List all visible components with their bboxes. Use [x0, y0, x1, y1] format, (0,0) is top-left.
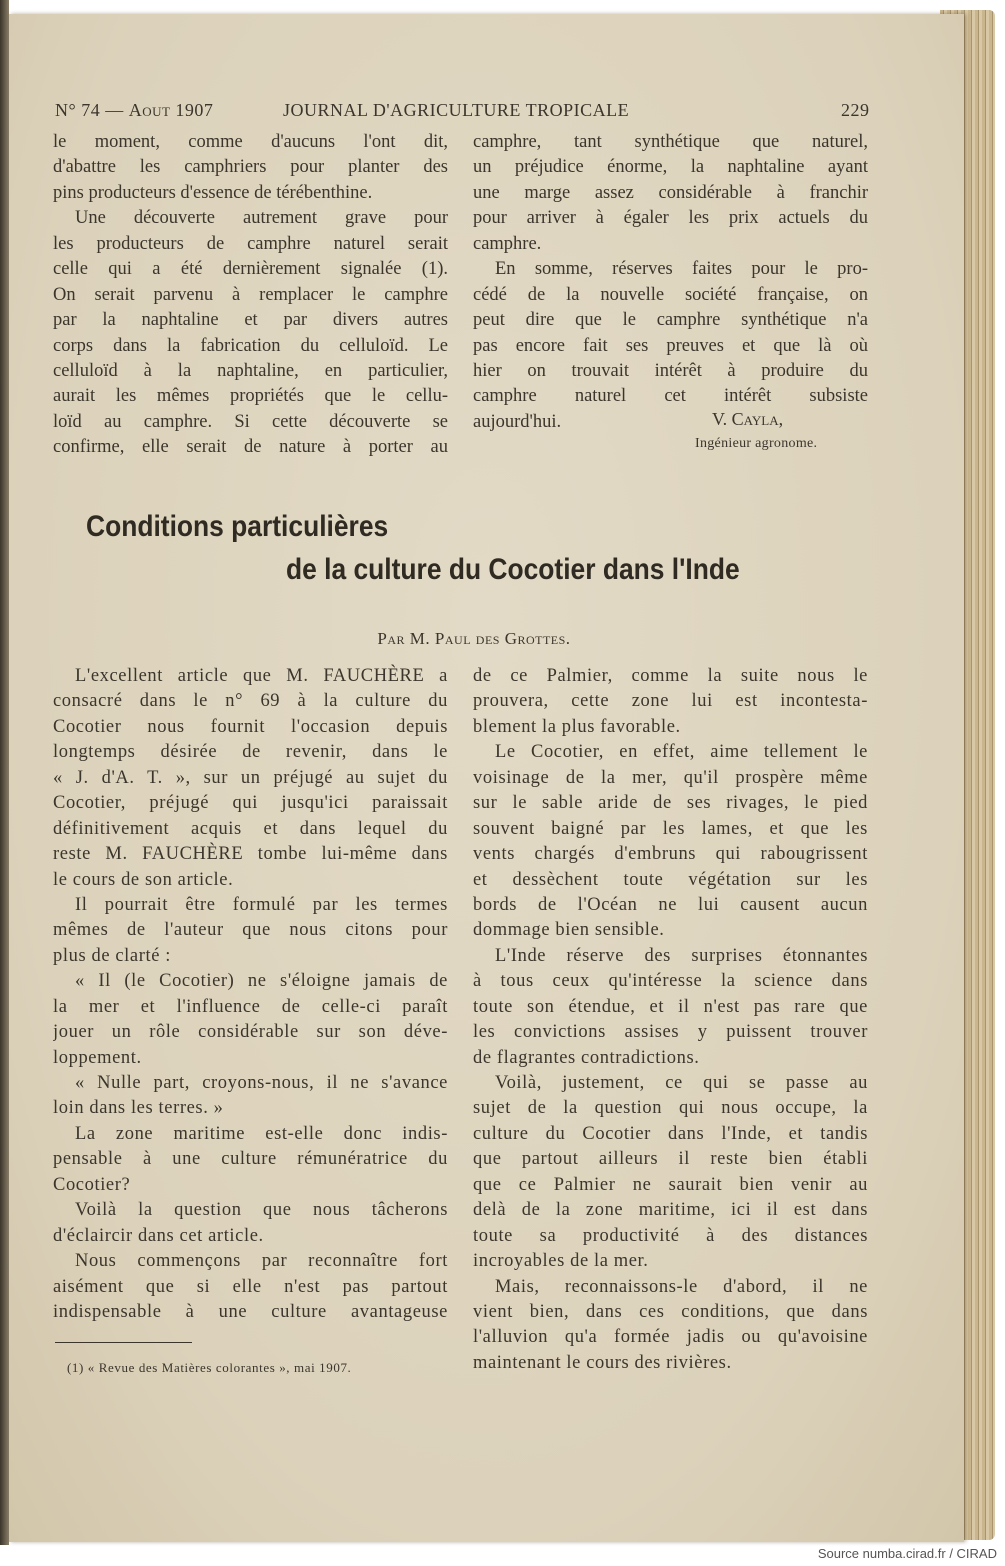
- text-line: La zone maritime est-elle donc indis-: [75, 1123, 448, 1144]
- book-spine-edge: [0, 0, 9, 1545]
- text-line: L'excellent article que M. FAUCHÈRE a: [75, 666, 448, 686]
- text-line: aujourd'hui.: [473, 411, 562, 432]
- text-line: jouer un rôle considérable sur son déve-: [53, 1022, 448, 1043]
- paragraph: [53, 130, 448, 206]
- text-line: indispensable à une culture avantageuse: [53, 1301, 448, 1322]
- text-line: peut dire que le camphre synthétique n'a: [473, 310, 868, 331]
- text-line: blement la plus favorable.: [473, 716, 681, 737]
- paragraph: [473, 1275, 868, 1377]
- text-line: Une découverte autrement grave pour: [75, 208, 448, 229]
- text-line: définitivement acquis et dans lequel du: [53, 818, 448, 839]
- text-line: Cocotier, préjugé qui jusqu'ici paraissait: [53, 793, 448, 814]
- article-left-column: [53, 664, 448, 1325]
- text-line: Le Cocotier, en effet, aime tellement le: [495, 742, 868, 763]
- text-line: corps dans la fabrication du celluloïd. Le: [53, 335, 448, 356]
- text-line: sujet de la question qui nous occupe, la: [473, 1098, 868, 1119]
- text-line: culture du Cocotier dans l'Inde, et tandis: [473, 1123, 868, 1144]
- text-line: pins producteurs d'essence de térébenthine.: [53, 182, 373, 203]
- paragraph: [53, 1198, 448, 1249]
- text-line: pour arriver à égaler les prix actuels du: [473, 208, 868, 229]
- text-line: « J. d'A. T. », sur un préjugé au sujet du: [53, 767, 448, 788]
- text-line: à tous ceux qu'intéresse la science dans: [473, 971, 868, 992]
- paragraph: [53, 893, 448, 969]
- paragraph: [53, 1249, 448, 1325]
- text-line: reste M. FAUCHÈRE tombe lui-même dans: [53, 844, 448, 865]
- prev-article-left-column: [53, 130, 448, 461]
- text-line: les convictions assises y puissent trouver: [473, 1022, 868, 1043]
- text-line: vient bien, dans ces conditions, que dans: [473, 1301, 868, 1322]
- text-line: En somme, réserves faites pour le pro-: [495, 259, 868, 280]
- text-line: celluloïd à la naphtaline, en particulier,: [53, 360, 448, 381]
- text-line: Cocotier nous fournit l'occasion depuis: [53, 716, 448, 737]
- text-line: bords de l'Océan ne lui causent aucun: [473, 894, 868, 915]
- text-line: maintenant le cours des rivières.: [473, 1352, 732, 1373]
- prev-article-right-column: [473, 130, 868, 435]
- article-title-line-2: de la culture du Cocotier dans l'Inde: [286, 553, 740, 586]
- text-line: le cours de son article.: [53, 869, 234, 890]
- text-line: le moment, comme d'aucuns l'ont dit,: [53, 132, 448, 152]
- text-line: une marge assez considérable à franchir: [473, 182, 868, 203]
- text-line: loin dans les terres. »: [53, 1098, 224, 1119]
- source-credit: Source numba.cirad.fr / CIRAD: [817, 1546, 997, 1561]
- text-line: sur le sable aride de ses rivages, le pied: [473, 793, 868, 814]
- text-line: « Nulle part, croyons-nous, il ne s'avance: [75, 1073, 448, 1093]
- footnote-rule: [55, 1342, 192, 1343]
- paragraph: [53, 969, 448, 1071]
- scanned-page: [9, 14, 964, 1542]
- issue-date: Aout 1907: [128, 100, 214, 120]
- text-line: voisinage de la mer, qu'il prospère même: [473, 767, 868, 788]
- text-line: l'alluvion qu'a formée jadis ou qu'avoisine: [473, 1327, 868, 1348]
- signature-title: Ingénieur agronome.: [695, 436, 818, 451]
- text-line: d'abattre les camphriers pour planter des: [53, 157, 448, 178]
- text-line: aurait les mêmes propriétés que le cellu-: [53, 386, 448, 407]
- journal-title: JOURNAL D'AGRICULTURE TROPICALE: [283, 100, 630, 120]
- text-line: aisément que si elle n'est pas partout: [53, 1276, 448, 1297]
- text-line: camphre.: [473, 233, 542, 254]
- text-line: par la naphtaline et par divers autres: [53, 310, 448, 331]
- paragraph: [53, 206, 448, 460]
- text-line: toute son étendue, et il n'est pas rare que: [473, 996, 868, 1017]
- text-line: les producteurs de camphre naturel serait: [53, 233, 448, 254]
- article-title-line-1: Conditions particulières: [86, 510, 389, 543]
- text-line: un préjudice énorme, la naphtaline ayant: [473, 157, 868, 178]
- issue-number: N° 74 —: [55, 100, 129, 120]
- text-line: prouvera, cette zone lui est incontesta-: [473, 691, 868, 712]
- text-line: celle qui a été dernièrement signalée (1).: [53, 259, 448, 280]
- text-line: L'Inde réserve des surprises étonnantes: [495, 945, 868, 966]
- text-line: loïd au camphre. Si cette découverte se: [53, 411, 448, 432]
- text-line: confirme, elle serait de nature à porter au: [53, 437, 448, 458]
- text-line: que partout ailleurs il reste bien établi: [473, 1149, 868, 1170]
- text-line: incroyables de la mer.: [473, 1251, 649, 1272]
- text-line: vents chargés d'embruns qui rabougrissent: [473, 844, 868, 865]
- paragraph: [473, 740, 868, 944]
- text-line: loppement.: [53, 1047, 142, 1068]
- issue-info: [55, 100, 213, 121]
- text-line: la mer et l'influence de celle-ci paraît: [53, 996, 448, 1017]
- text-line: de ce Palmier, comme la suite nous le: [473, 666, 868, 686]
- text-line: delà de la zone maritime, ici il est dans: [473, 1200, 868, 1221]
- paragraph: [473, 1071, 868, 1275]
- article-right-column: [473, 664, 868, 1376]
- footnote: (1) « Revue des Matières colorantes », mai 1907.: [67, 1360, 352, 1375]
- text-line: Mais, reconnaissons-le d'abord, il ne: [495, 1276, 868, 1297]
- text-line: consacré dans le n° 69 à la culture du: [53, 691, 448, 712]
- text-line: Cocotier?: [53, 1174, 131, 1195]
- paragraph: [473, 944, 868, 1071]
- text-line: pas encore fait ses preuves et que là où: [473, 335, 868, 356]
- article-byline: Par M. Paul des Grottes.: [377, 629, 571, 648]
- text-line: Voilà la question que nous tâcherons: [75, 1200, 448, 1221]
- text-line: camphre, tant synthétique que naturel,: [473, 132, 868, 152]
- paragraph: [473, 664, 868, 740]
- text-line: Voilà, justement, ce qui se passe au: [495, 1073, 868, 1093]
- text-line: et dessèchent toute végétation sur les: [473, 869, 868, 890]
- text-line: plus de clarté :: [53, 945, 171, 966]
- text-line: cédé de la nouvelle société française, on: [473, 284, 868, 305]
- paragraph: [473, 130, 868, 257]
- paragraph: [473, 257, 868, 435]
- paragraph: [53, 664, 448, 893]
- paragraph: [53, 1122, 448, 1198]
- text-line: « Il (le Cocotier) ne s'éloigne jamais de: [75, 971, 448, 992]
- signature-name: V. Cayla,: [712, 409, 784, 429]
- text-line: hier on trouvait intérêt à produire du: [473, 360, 868, 381]
- text-line: dommage bien sensible.: [473, 920, 665, 941]
- paragraph: [53, 1071, 448, 1122]
- text-line: souvent baigné par les lames, et que les: [473, 818, 868, 839]
- text-line: d'éclaircir dans cet article.: [53, 1225, 264, 1246]
- text-line: toute sa productivité à des distances: [473, 1225, 868, 1246]
- text-line: pensable à une culture rémunératrice du: [53, 1149, 448, 1170]
- page-number: 229: [841, 100, 870, 120]
- text-line: mêmes de l'auteur que nous citons pour: [53, 920, 448, 941]
- text-line: On serait parvenu à remplacer le camphre: [53, 284, 448, 305]
- text-line: camphre naturel cet intérêt subsiste: [473, 386, 868, 407]
- text-line: longtemps désirée de revenir, dans le: [53, 742, 448, 763]
- text-line: Nous commençons par reconnaître fort: [75, 1251, 448, 1272]
- text-line: Il pourrait être formulé par les termes: [75, 894, 448, 915]
- text-line: de flagrantes contradictions.: [473, 1047, 700, 1068]
- text-line: que ce Palmier ne saurait bien venir au: [473, 1174, 868, 1195]
